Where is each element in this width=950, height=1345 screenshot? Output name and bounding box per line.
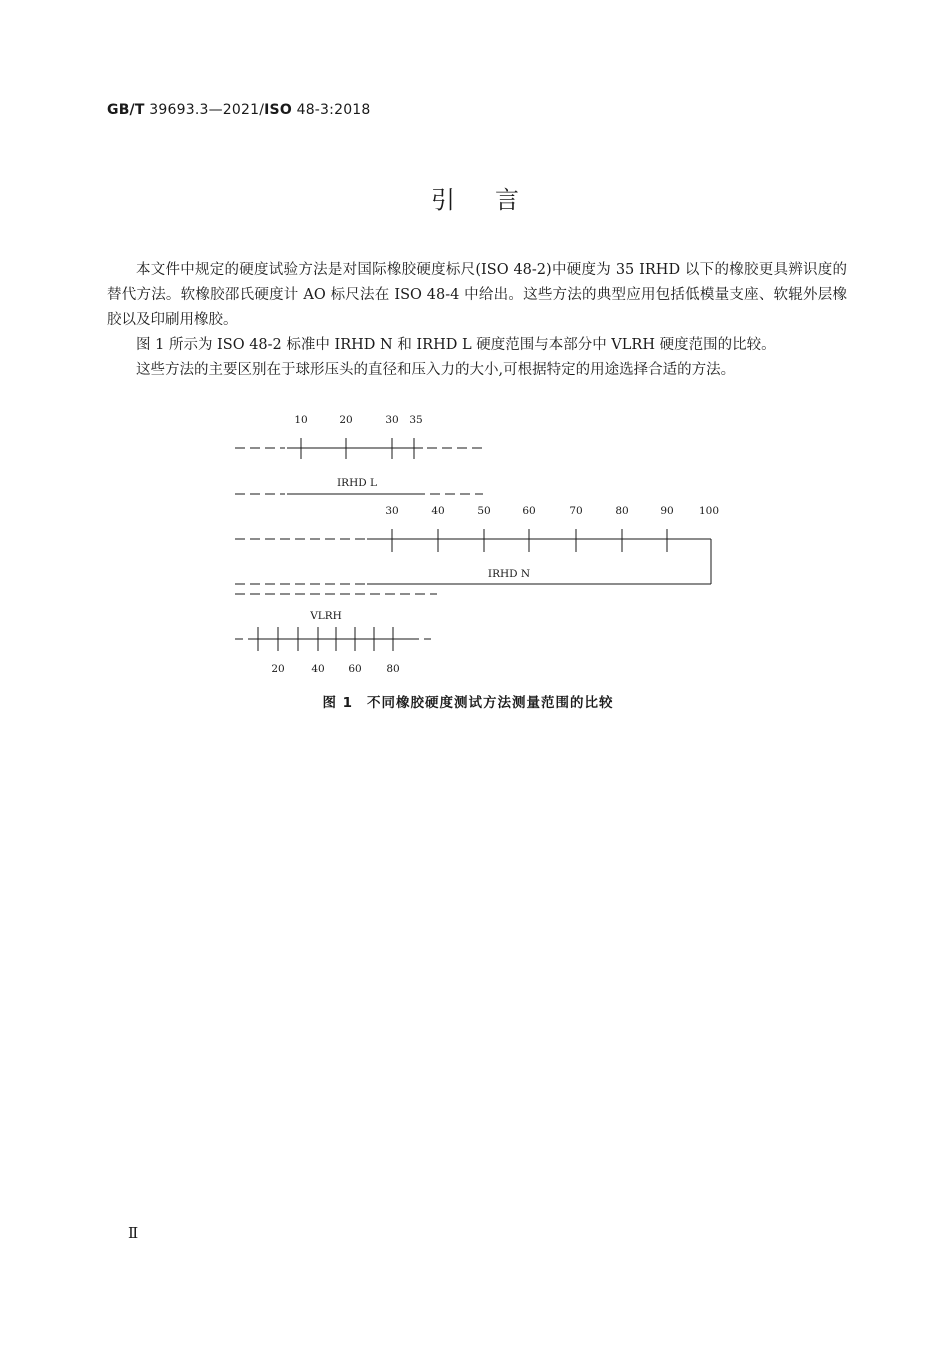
page-number: Ⅱ	[128, 1224, 139, 1242]
irhd-l-tick-label: 20	[339, 414, 353, 426]
irhd-l-tick-label: 10	[294, 414, 308, 426]
irhd-n-tick-label: 40	[431, 505, 445, 517]
hardness-range-figure	[225, 405, 725, 684]
iso-prefix: ISO	[264, 102, 292, 118]
paragraph-2: 图 1 所示为 ISO 48-2 标准中 IRHD N 和 IRHD L 硬度范围与本部分中 VLRH 硬度范围的比较。	[136, 337, 776, 353]
irhd-n-tick-label: 70	[569, 505, 583, 517]
hardness-range-diagram	[225, 405, 725, 680]
figure-title: 不同橡胶硬度测试方法测量范围的比较	[367, 695, 614, 711]
figure-number: 图 1	[322, 695, 354, 711]
standard-prefix: GB/T	[107, 102, 145, 118]
paragraph-1: 本文件中规定的硬度试验方法是对国际橡胶硬度标尺(ISO 48-2)中硬度为 35 IRHD 以下的橡胶更具辨识度的替代方法。软橡胶邵氏硬度计 AO 标尺法在 ISO 48-4 中给出。这些方法的典型应用包括低模量支座、软辊外层橡胶以及印刷用橡胶。	[107, 262, 847, 328]
vlrh-tick-label: 20	[271, 663, 285, 675]
irhd-l-tick-label: 35	[409, 414, 423, 426]
irhd-n-tick-label: 50	[477, 505, 491, 517]
iso-number: 48-3:2018	[296, 102, 371, 118]
irhd-n-label: IRHD N	[487, 568, 531, 580]
standard-number: 39693.3—2021/	[149, 102, 265, 118]
document-code	[107, 102, 371, 118]
vlrh-tick-label: 60	[348, 663, 362, 675]
vlrh-tick-label: 40	[311, 663, 325, 675]
irhd-l-tick-label: 30	[385, 414, 399, 426]
irhd-n-tick-label: 80	[615, 505, 629, 517]
figure-caption	[0, 691, 950, 711]
vlrh-tick-label: 80	[386, 663, 400, 675]
irhd-n-tick-label: 90	[660, 505, 674, 517]
introduction-text	[107, 258, 847, 383]
irhd-n-tick-label: 30	[385, 505, 399, 517]
irhd-n-tick-label: 100	[698, 505, 720, 517]
irhd-l-label: IRHD L	[337, 477, 377, 489]
page-title: 引言	[431, 186, 559, 214]
vlrh-label: VLRH	[310, 610, 342, 622]
irhd-n-tick-label: 60	[522, 505, 536, 517]
paragraph-3: 这些方法的主要区别在于球形压头的直径和压入力的大小,可根据特定的用途选择合适的方法。	[136, 362, 736, 378]
